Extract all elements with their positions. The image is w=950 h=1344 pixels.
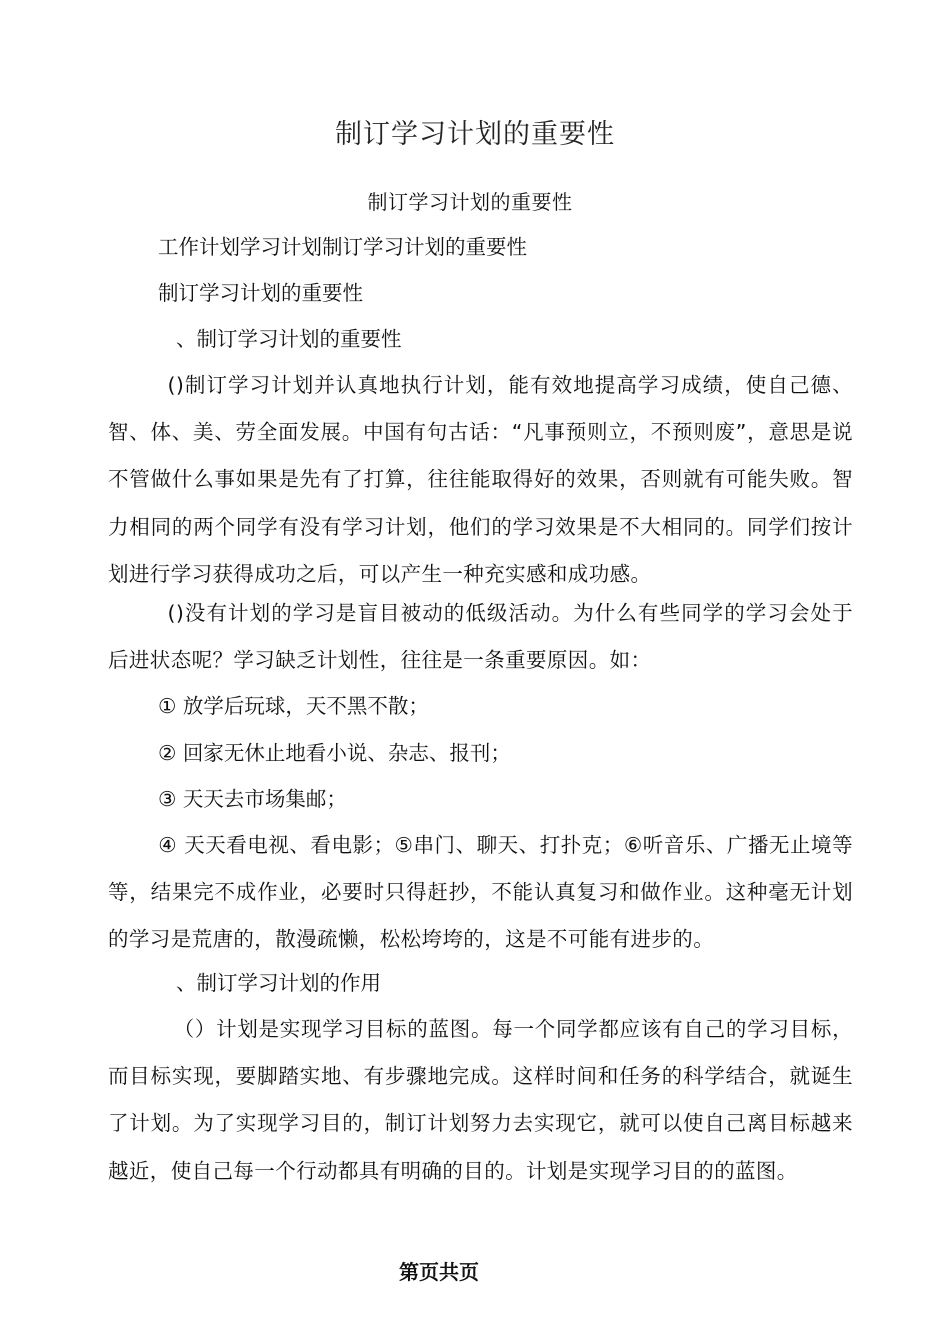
- section-1-heading: 、制订学习计划的重要性: [176, 327, 402, 351]
- heading-line-2: 制订学习计划的重要性: [158, 281, 363, 305]
- page-title: 制订学习计划的重要性: [335, 119, 615, 150]
- heading-line-1: 工作计划学习计划制订学习计划的重要性: [158, 235, 527, 259]
- paragraph-4: （）计划是实现学习目标的蓝图。每一个同学都应该有自己的学习目标，而目标实现，要脚踏实地、有步骤地完成。这样时间和任务的科学结合，就诞生了计划。为了实现学习目的，制订计划努力去实现它，就可以使自己离目标越来越近，使自己每一个行动都具有明确的目的。计划是实现学习目的的蓝图。: [108, 1017, 853, 1183]
- list-item-3: ③ 天天去市场集邮；: [158, 787, 347, 811]
- list-item-2: ② 回家无休止地看小说、杂志、报刊；: [158, 741, 511, 765]
- paragraph-2: ()没有计划的学习是盲目被动的低级活动。为什么有些同学的学习会处于后进状态呢？学习缺乏计划性，往往是一条重要原因。如：: [108, 601, 853, 673]
- page-footer: 第页共页: [399, 1260, 479, 1284]
- section-2-heading: 、制订学习计划的作用: [176, 971, 381, 995]
- paragraph-3: ④ 天天看电视、看电影；⑤串门、聊天、打扑克；⑥听音乐、广播无止境等等，结果完不成作业，必要时只得赶抄，不能认真复习和做作业。这种毫无计划的学习是荒唐的，散漫疏懒，松松垮垮的，这是不可能有进步的。: [108, 833, 853, 952]
- list-item-1: ① 放学后玩球，天不黑不散；: [158, 694, 429, 718]
- document-subtitle: 制订学习计划的重要性: [367, 190, 573, 214]
- paragraph-1: ()制订学习计划并认真地执行计划，能有效地提高学习成绩，使自己德、智、体、美、劳全面发展。中国有句古话：“凡事预则立，不预则废”，意思是说不管做什么事如果是先有了打算，往往能取得好的效果，否则就有可能失败。智力相同的两个同学有没有学习计划，他们的学习效果是不大相同的。同学们按计划进行学习获得成功之后，可以产生一种充实感和成功感。: [108, 373, 853, 586]
